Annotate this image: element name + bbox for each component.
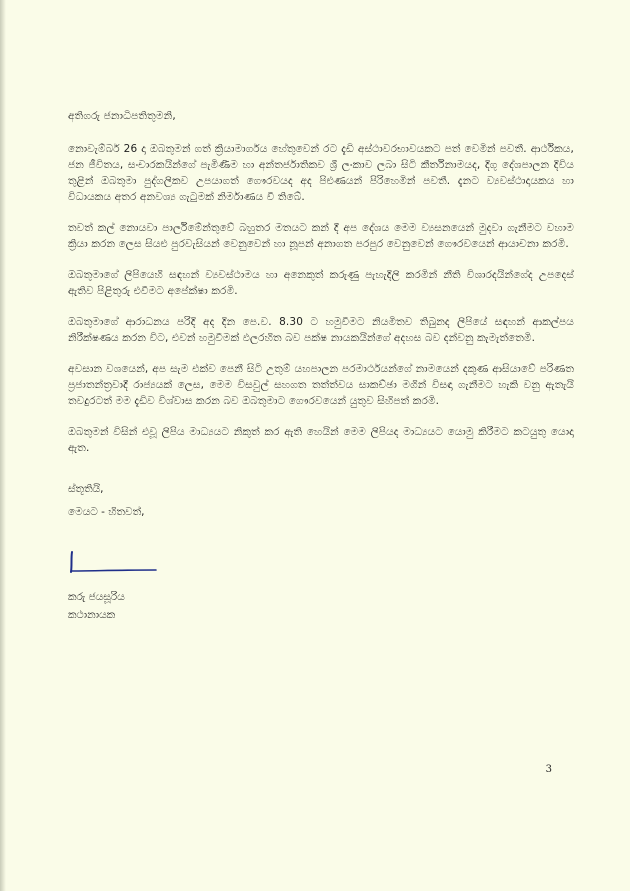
thanks-line: ස්තූතියි, xyxy=(68,483,104,495)
paragraph-2: තවත් කල් නොයවා පාර්ලිමේන්තුවේ බහුතර මතයට කන් දී අප දේශය මෙම ව්‍යසනයෙන් මුදවා ගැනීමට වහාම ක්‍රියා කරන ලෙස සියළු පුරවැසියන් වෙනුවෙන් හා නූපන් අනාගත පරපුර වෙනුවෙන් ගෞරවයෙන් ආයාචනා කරමි. xyxy=(68,222,574,250)
signer-title: කථානායක xyxy=(68,609,116,621)
paragraph-5: අවසාන වශයෙන්, අප සැම එක්ව පෙනී සිටි උතුම් යහපාලන පරමාර්ථයන්ගේ නාමයෙන් දකුණ ආසියාවේ පරිණත ප්‍රජාතන්ත්‍රවාදී රාජ්‍යයක් ලෙස, මෙම විසවුල් සහගත තත්ත්වය සාකච්ඡා මගින් විසඳා ගැනීමට හැකි වනු ඇතැයි තවදුරටත් මම දැඩිව විශ්වාස කරන බව ඔබතුමාට ගෞරවයෙන් යුතුව සිහිපත් කරමි. xyxy=(68,363,574,407)
paragraph-3: ඔබතුමාගේ ලිපියෙහි සඳහන් ව්‍යවස්ථාමය හා අනෙකුත් කරුණු පැහැදිලි කරමින් නීති විශාරදයින්ගේද උපදෙස් ඇතිව පිළිතුරු එවීමට අපේක්ෂා කරමි. xyxy=(68,269,574,297)
closing xyxy=(68,480,574,522)
signer-name: කරු ජයසූරිය xyxy=(68,591,125,603)
signature-icon xyxy=(68,548,178,578)
signer-block xyxy=(68,588,574,624)
page-number: 3 xyxy=(545,764,552,775)
salutation: අතිගරු ජනාධිපතිතුමනි, xyxy=(68,110,176,122)
paragraph-1: නොවැම්බර් 26 දා ඔබතුමන් ගත් ක්‍රියාමාර්ගය හේතුවෙන් රට දැඩි අස්ථාවරභාවයකට පත් වෙමින් පවතී. ආර්ථිකය, ජන ජීවිතය, සංචාරකයින්ගේ පැමිණීම හා අන්තර්ජාතිකව ශ්‍රී ලංකාව ලබා සිටි කීර්තිනාමයද, දිගු දේශපාලන දිවිය තුළින් ඔබතුමා පුද්ගලිකව උපයාගත් ගෞරවයද අද පිළුණයන් පිරිහෙමින් පවතී. දැනට ව්‍යවස්ථාදායකය හා විධායකය අතර අනවශ්‍ය ගැටුමක් නිර්මාණය වී තිබේ. xyxy=(68,143,574,203)
devotion-line: මෙයට - හිතවත්, xyxy=(68,506,145,518)
scan-edge-shadow xyxy=(0,0,6,891)
paragraph-6: ඔබතුමන් විසින් එවූ ලිපිය මාධ්‍යයට නිකුත් කර ඇති හෙයින් මෙම ලිපියද මාධ්‍යයට යොමු කිරීමට කටයුතු යොදා ඇත. xyxy=(68,426,574,454)
paragraph-4: ඔබතුමාගේ ආරාධනය පරිදි අද දින පෙ.ව. 8.30 ට හමුවීමට නියමිතව තිබුනද ලිපියේ සඳහන් ආකල්පය නිරීක්ෂණය කරන විට, එවන් හමුවීමක් ඵලරහිත බව පක්ෂ නායකයින්ගේ අදහස බව දන්වනු කැමැත්තෙමි. xyxy=(68,316,574,344)
